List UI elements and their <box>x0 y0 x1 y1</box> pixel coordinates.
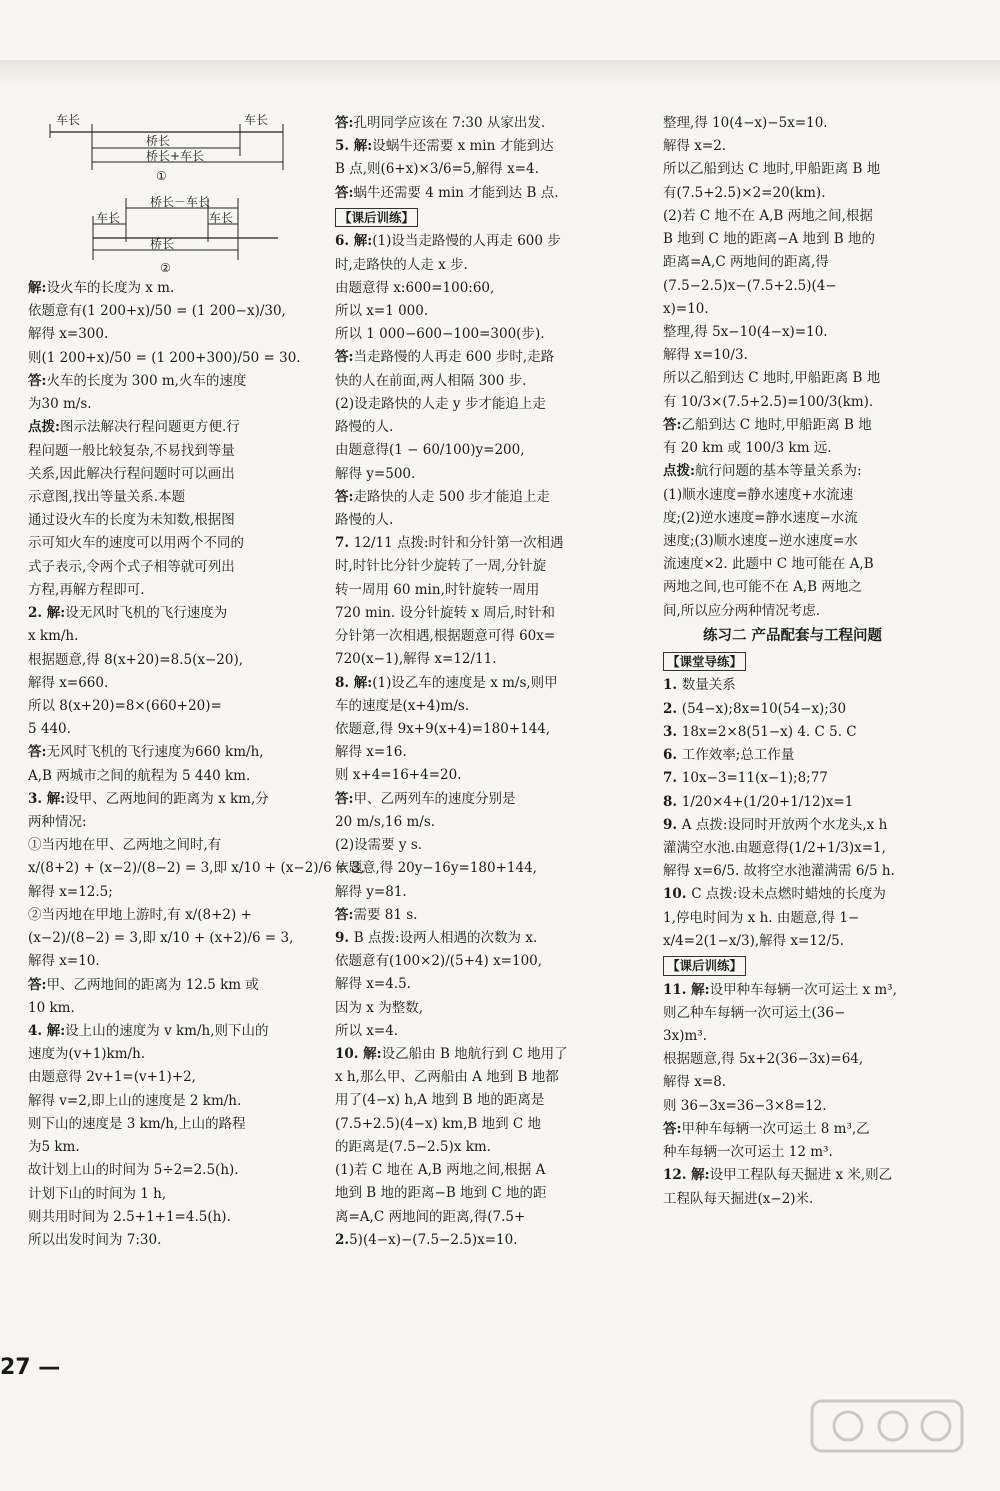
diagram-1-bridge: 桥长 <box>146 134 171 148</box>
col3-line: 有(7.5+2.5)×2=20(km). <box>663 184 826 201</box>
col2-line: 8. 解:(1)设乙车的速度是 x m/s,则甲 <box>335 674 558 691</box>
col2-line: 所以 x=4. <box>335 1022 399 1039</box>
col2-line: 依题意有(100×2)/(5+4) x=100, <box>335 953 543 970</box>
col2-line: 的距离是(7.5−2.5)x km. <box>335 1138 491 1155</box>
col2-line: 答:当走路慢的人再走 600 步时,走路 <box>335 349 555 366</box>
col2-line: 10. 解:设乙船由 B 地航行到 C 地用了 <box>335 1046 568 1063</box>
col1-line: 3. 解:设甲、乙两地间的距离为 x km,分 <box>28 790 269 807</box>
col2-line: x h,那么甲、乙两船由 A 地到 B 地都 <box>335 1069 559 1086</box>
col1-line: 程问题一般比较复杂,不易找到等量 <box>28 442 235 459</box>
col2-line: B 点,则(6+x)×3/6=5,解得 x=4. <box>335 161 539 178</box>
col2-line: 解得 y=500. <box>335 465 416 482</box>
diagram-2-car-right: 车长 <box>209 211 234 225</box>
col1-line: A,B 两城市之间的航程为 5 440 km. <box>28 767 251 784</box>
col1-line: ②当丙地在甲地上游时,有 x/(8+2) + <box>28 906 252 923</box>
col2-line: 20 m/s,16 m/s. <box>335 813 436 830</box>
col2-line: 所以 1 000−600−100=300(步). <box>335 326 545 343</box>
col2-line: 地到 B 地的距离−B 地到 C 地的距 <box>335 1185 547 1202</box>
col3-line: 度;(2)逆水速度=静水速度−水流 <box>663 509 858 526</box>
col1-line: 2. 解:设无风时飞机的飞行速度为 <box>28 605 228 622</box>
col1-line: 解得 x=12.5; <box>28 883 113 900</box>
col3-line: 8. 1/20×4+(1/20+1/12)x=1 <box>663 793 854 810</box>
col2-line: (2)设走路快的人走 y 步才能追上走 <box>335 395 546 412</box>
col2-line: 所以 x=1 000. <box>335 303 429 320</box>
col1-line: 则(1 200+x)/50 = (1 200+300)/50 = 30. <box>28 349 301 366</box>
col3-line: 11. 解:设甲种车每辆一次可运土 x m³, <box>663 981 897 998</box>
col2-line: 由题意得(1 − 60/100)y=200, <box>335 442 525 459</box>
col2-line: 路慢的人. <box>335 419 394 436</box>
col3-line: 种车每辆一次可运土 12 m³. <box>663 1144 833 1161</box>
col3-line: 2. (54−x);8x=10(54−x);30 <box>663 700 847 717</box>
col1-line: 则共用时间为 2.5+1+1=4.5(h). <box>28 1208 231 1225</box>
col2-line: 9. B 点拨:设两人相遇的次数为 x. <box>335 929 538 946</box>
col2-line: 由题意得 x:600=100:60, <box>335 279 495 296</box>
col1-line: x km/h. <box>28 628 79 645</box>
col3-line: 6. 工作效率;总工作量 <box>663 747 795 764</box>
col1-line: 为30 m/s. <box>28 396 92 413</box>
col1-line: 根据题意,得 8(x+20)=8.5(x−20), <box>28 651 244 668</box>
col2-line: 用了(4−x) h,A 地到 B 地的距离是 <box>335 1092 545 1109</box>
col2-line: (2)设需要 y s. <box>335 837 423 854</box>
col3-line: 所以乙船到达 C 地时,甲船距离 B 地 <box>663 161 881 178</box>
col1-line: 示可知火车的速度可以用两个不同的 <box>28 535 244 552</box>
col2-line: 则 x+4=16+4=20. <box>335 767 462 784</box>
col2-line: 2.5)(4−x)−(7.5−2.5)x=10. <box>335 1231 518 1248</box>
col1-line: 两种情况: <box>28 814 87 831</box>
col3-line: 有 10/3×(7.5+2.5)=100/3(km). <box>663 393 874 410</box>
col1-line: 通过设火车的长度为未知数,根据图 <box>28 512 235 529</box>
col2-line: 时,走路快的人走 x 步. <box>335 256 468 273</box>
col3-line: 流速度×2. 此题中 C 地可能在 A,B <box>663 556 874 573</box>
col1-line: 点拨:图示法解决行程问题更方便.行 <box>28 419 240 436</box>
col2-line: 依题意,得 20y−16y=180+144, <box>335 860 537 877</box>
col3-line: 根据题意,得 5x+2(36−3x)=64, <box>663 1051 864 1068</box>
col3-line: 3. 18x=2×8(51−x) 4. C 5. C <box>663 723 857 740</box>
col1-line: 10 km. <box>28 999 75 1016</box>
col1-line: 故计划上山的时间为 5÷2=2.5(h). <box>28 1162 239 1179</box>
col3-line: 解得 x=10/3. <box>663 347 748 364</box>
diagram-1-number: ① <box>156 169 167 183</box>
col3-line: 答:甲种车每辆一次可运土 8 m³,乙 <box>663 1120 870 1137</box>
col2-line: 720(x−1),解得 x=12/11. <box>335 651 497 668</box>
diagram-1-car-right: 车长 <box>244 113 269 127</box>
column-2 <box>335 112 625 1252</box>
diagram-2-number: ② <box>160 261 171 275</box>
col3-line: 间,所以应分两种情况考虑. <box>663 602 821 619</box>
col2-line: 答:走路快的人走 500 步才能追上走 <box>335 488 550 505</box>
col1-line: 解得 x=660. <box>28 674 109 691</box>
diagram-1-car-left: 车长 <box>56 113 81 127</box>
col3-line: 12. 解:设甲工程队每天掘进 x 米,则乙 <box>663 1167 893 1184</box>
col1-line: 方程,再解方程即可. <box>28 581 145 598</box>
col1-line: 解得 x=10. <box>28 953 100 970</box>
col3-line: 距离=A,C 两地间的距离,得 <box>663 254 829 271</box>
col3-line: 1. 数量关系 <box>663 677 736 694</box>
col2-line: 7. 12/11 点拨:时针和分针第一次相遇 <box>335 535 564 552</box>
col3-line: 3x)m³. <box>663 1027 707 1044</box>
col3-line: (2)若 C 地不在 A,B 两地之间,根据 <box>663 207 873 224</box>
col2-line: 解得 x=16. <box>335 744 407 761</box>
diagram-2-bridge-minus-car: 桥长－车长 <box>150 195 211 209</box>
col2-line: 解得 y=81. <box>335 883 407 900</box>
top-shadow-band <box>0 60 1000 90</box>
col3-line: 答:乙船到达 C 地时,甲船距离 B 地 <box>663 416 872 433</box>
col1-line: 示意图,找出等量关系.本题 <box>28 488 186 505</box>
col3-line: 9. A 点拨:设同时开放两个水龙头,x h <box>663 816 888 833</box>
col1-line: 式子表示,令两个式子相等就可列出 <box>28 558 235 575</box>
col1-line: x/(8+2) + (x−2)/(8−2) = 3,即 x/10 + (x−2)/6 = 3, <box>28 860 365 877</box>
col1-line: 所以 8(x+20)=8×(660+20)= <box>28 697 222 714</box>
col3-line: 工程队每天掘进(x−2)米. <box>663 1190 814 1207</box>
col1-line: 5 440. <box>28 721 71 738</box>
col3-line: x/4=2(1−x/3),解得 x=12/5. <box>663 932 844 949</box>
col1-line: ①当丙地在甲、乙两地之间时,有 <box>28 837 222 854</box>
diagram-1-bridge-plus-car: 桥长+车长 <box>146 149 205 163</box>
col3-line: 解得 x=2. <box>663 138 727 155</box>
col3-line: 速度;(3)顺水速度−逆水速度=水 <box>663 532 858 549</box>
col1-line: 为5 km. <box>28 1139 80 1156</box>
col3-line: 两地之间,也可能不在 A,B 两地之 <box>663 579 862 596</box>
col2-line: (1)若 C 地在 A,B 两地之间,根据 A <box>335 1162 546 1179</box>
col1-line: 由题意得 2v+1=(v+1)+2, <box>28 1069 196 1086</box>
col2-line: 6. 解:(1)设当走路慢的人再走 600 步 <box>335 233 561 250</box>
col1-line: 答:甲、乙两地间的距离为 12.5 km 或 <box>28 976 259 993</box>
page-number: 27 — <box>0 1355 61 1380</box>
col3-line: 整理,得 5x−10(4−x)=10. <box>663 323 828 340</box>
col3-line: 10. C 点拨:设未点燃时蜡烛的长度为 <box>663 886 886 903</box>
col1-line: (x−2)/(8−2) = 3,即 x/10 + (x+2)/6 = 3, <box>28 930 294 947</box>
col3-line: x)=10. <box>663 300 709 317</box>
train-bridge-diagram <box>28 112 293 277</box>
watermark-logo-icon <box>808 1393 978 1473</box>
col1-line: 则下山的速度是 3 km/h,上山的路程 <box>28 1115 246 1132</box>
col2-line: 【课后训练】 <box>335 208 418 228</box>
col3-line: 点拨:航行问题的基本等量关系为: <box>663 463 862 480</box>
col3-line: 【课后训练】 <box>663 956 746 976</box>
col2-line: 答:孔明同学应该在 7:30 从家出发. <box>335 115 546 131</box>
col1-line: 4. 解:设上山的速度为 v km/h,则下山的 <box>28 1023 269 1039</box>
col1-line: 解:设火车的长度为 x m. <box>28 280 175 296</box>
col2-line: 因为 x 为整数, <box>335 999 423 1016</box>
col3-line: 则乙种车每辆一次可运土(36− <box>663 1004 846 1021</box>
col2-line: 时,时针比分针少旋转了一周,分针旋 <box>335 558 547 575</box>
col3-line: 解得 x=8. <box>663 1074 727 1091</box>
column-2-text <box>335 112 625 1252</box>
col3-line: 7. 10x−3=11(x−1);8;77 <box>663 770 828 787</box>
col1-line: 答:无风时飞机的飞行速度为660 km/h, <box>28 744 264 761</box>
col2-line: 快的人在前面,两人相隔 300 步. <box>335 372 527 389</box>
col3-line: 练习二 产品配套与工程问题 <box>703 626 883 644</box>
col3-line: 解得 x=6/5. 故将空水池灌满需 6/5 h. <box>663 863 895 880</box>
col2-line: 答:甲、乙两列车的速度分别是 <box>335 790 516 807</box>
col1-line: 计划下山的时间为 1 h, <box>28 1185 167 1202</box>
col2-line: 答:蜗牛还需要 4 min 才能到达 B 点. <box>335 184 559 201</box>
col1-line: 解得 x=300. <box>28 326 109 343</box>
col2-line: 离=A,C 两地间的距离,得(7.5+ <box>335 1208 526 1225</box>
col2-line: (7.5+2.5)(4−x) km,B 地到 C 地 <box>335 1115 542 1132</box>
col1-line: 依题意有(1 200+x)/50 = (1 200−x)/30, <box>28 303 286 320</box>
col3-line: (1)顺水速度=静水速度+水流速 <box>663 486 854 503</box>
col2-line: 车的速度是(x+4)m/s. <box>335 697 470 714</box>
column-3-text <box>663 112 938 1211</box>
col2-line: 分针第一次相遇,根据题意可得 60x= <box>335 628 556 645</box>
col3-line: (7.5−2.5)x−(7.5+2.5)(4− <box>663 277 837 294</box>
col2-line: 路慢的人. <box>335 512 394 528</box>
col3-line: 所以乙船到达 C 地时,甲船距离 B 地 <box>663 370 881 387</box>
col3-line: B 地到 C 地的距离−A 地到 B 地的 <box>663 231 875 248</box>
col3-line: 有 20 km 或 100/3 km 远. <box>663 440 832 457</box>
col2-line: 5. 解:设蜗牛还需要 x min 才能到达 <box>335 138 554 155</box>
col1-line: 速度为(v+1)km/h. <box>28 1046 146 1063</box>
col2-line: 720 min. 设分针旋转 x 周后,时针和 <box>335 604 555 621</box>
col1-line: 答:火车的长度为 300 m,火车的速度 <box>28 372 247 389</box>
col3-line: 整理,得 10(4−x)−5x=10. <box>663 115 828 131</box>
col3-line: 1,停电时间为 x h. 由题意,得 1− <box>663 909 860 926</box>
col3-line: 【课堂导练】 <box>663 652 746 672</box>
col2-line: 转一周用 60 min,时针旋转一周用 <box>335 581 540 598</box>
diagram-2-bridge: 桥长 <box>150 237 175 251</box>
col3-line: 则 36−3x=36−3×8=12. <box>663 1097 827 1114</box>
col2-line: 解得 x=4.5. <box>335 976 411 993</box>
col2-line: 答:需要 81 s. <box>335 906 418 923</box>
col3-line: 灌满空水池.由题意得(1/2+1/3)x=1, <box>663 839 886 856</box>
col2-line: 依题意,得 9x+9(x+4)=180+144, <box>335 720 551 737</box>
col1-line: 关系,因此解决行程问题时可以画出 <box>28 465 235 482</box>
col1-line: 所以出发时间为 7:30. <box>28 1231 162 1248</box>
col1-line: 解得 v=2,即上山的速度是 2 km/h. <box>28 1092 242 1109</box>
diagram-2-car-left: 车长 <box>96 211 121 225</box>
diagram-svg <box>28 112 288 277</box>
column-3 <box>663 112 938 1211</box>
